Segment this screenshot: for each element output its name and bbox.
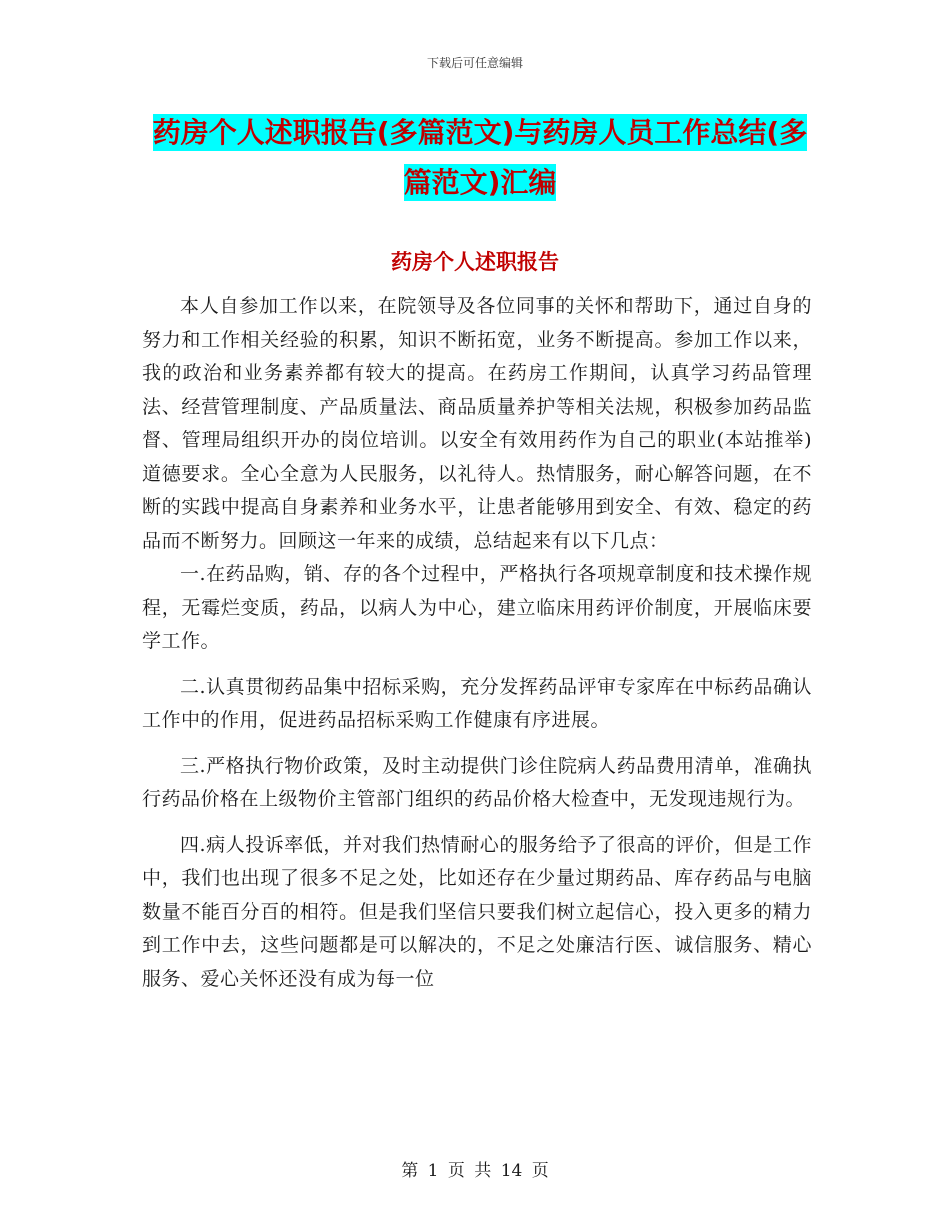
page-header-note: 下载后可任意编辑 (426, 56, 523, 70)
paragraph-point-3: 三.严格执行物价政策，及时主动提供门诊住院病人药品费用清单，准确执行药品价格在上级物价主管部门组织的药品价格大检查中，无发现违规行为。 (142, 754, 812, 810)
section-heading: 药房个人述职报告 (391, 250, 559, 274)
paragraph-point-4: 四.病人投诉率低，并对我们热情耐心的服务给予了很高的评价，但是工作中，我们也出现了很多不足之处，比如还存在少量过期药品、库存药品与电脑数量不能百分百的相符。但是我们坚信只要我们树立起信心，投入更多的精力到工作中去，这些问题都是可以解决的，不足之处廉洁行医、诚信服务、精心服务、爱心关怀还没有成为每一位 (142, 833, 812, 990)
paragraph-intro: 本人自参加工作以来，在院领导及各位同事的关怀和帮助下，通过自身的努力和工作相关经验的积累，知识不断拓宽，业务不断提高。参加工作以来，我的政治和业务素养都有较大的提高。在药房工作期间，认真学习药品管理法、经营管理制度、产品质量法、商品质量养护等相关法规，积极参加药品监督、管理局组织开办的岗位培训。以安全有效用药作为自己的职业(本站推举)道德要求。全心全意为人民服务，以礼待人。热情服务，耐心解答问题，在不断的实践中提高自身素养和业务水平，让患者能够用到安全、有效、稳定的药品而不断努力。回顾这一年来的成绩，总结起来有以下几点： (142, 295, 812, 552)
document-title-line-1: 药房个人述职报告(多篇范文)与药房人员工作总结(多 (152, 116, 808, 149)
document-body (142, 290, 812, 996)
document-title-line-2: 篇范文)汇编 (403, 166, 557, 199)
paragraph-point-1: 一.在药品购，销、存的各个过程中，严格执行各项规章制度和技术操作规程，无霉烂变质，药品，以病人为中心，建立临床用药评价制度，开展临床要学工作。 (142, 563, 812, 652)
page-number-footer: 第 1 页 共 14 页 (401, 1161, 549, 1181)
document-title (150, 108, 810, 208)
paragraph-point-2: 二.认真贯彻药品集中招标采购，充分发挥药品评审专家库在中标药品确认工作中的作用，促进药品招标采购工作健康有序进展。 (142, 675, 812, 731)
